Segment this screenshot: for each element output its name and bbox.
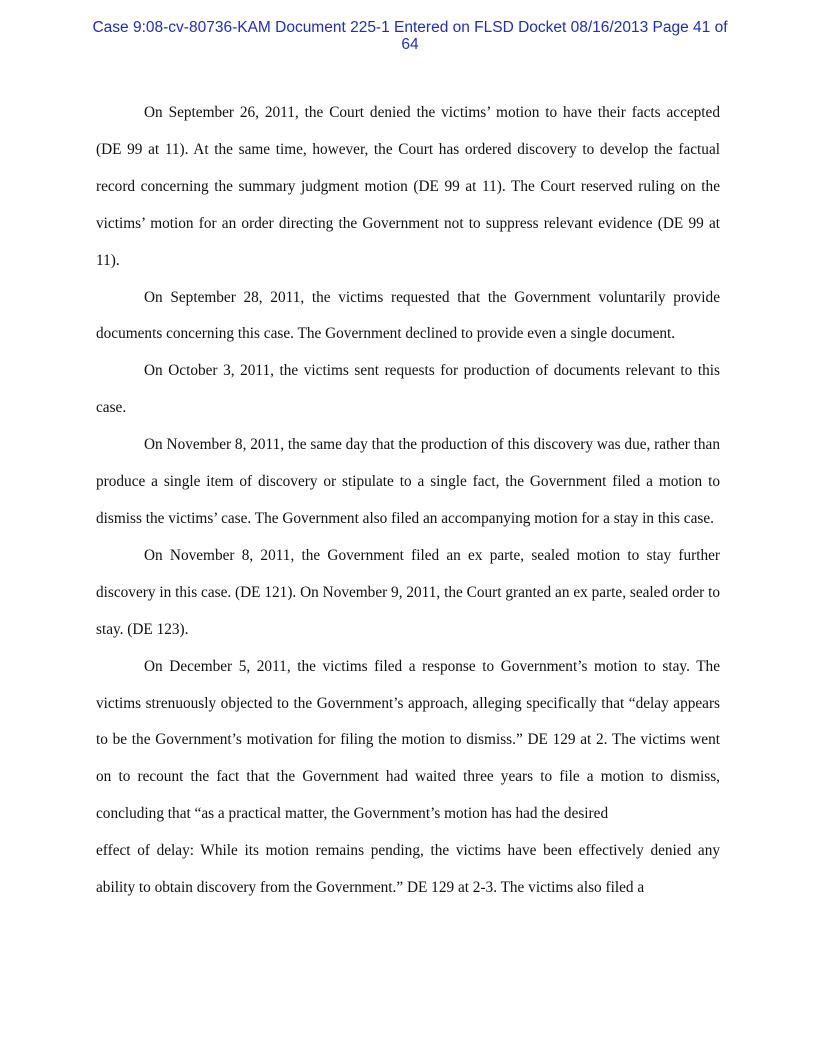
docket-header-line-2: 64 bbox=[401, 36, 419, 53]
paragraph: On September 28, 2011, the victims requested that the Government voluntarily provide documents concerning this case. The Government declined to provide even a single document. bbox=[96, 288, 720, 343]
paragraph: On December 5, 2011, the victims filed a response to Government’s motion to stay. The victims strenuously objected to the Government’s approach, alleging specifically that “delay appears to be the Government’s motivation for filing the motion to dismiss.” DE 129 at 2. The victims went on to recount the fact that the Government had waited three years to file a motion to dismiss, concluding that “as a practical matter, the Government’s motion has had the desired bbox=[96, 657, 720, 823]
docket-header bbox=[60, 19, 760, 53]
paragraph-continuation: effect of delay: While its motion remains pending, the victims have been effectively denied any ability to obtain discovery from the Government.” DE 129 at 2-3. The victims also filed a bbox=[96, 842, 720, 897]
docket-header-line-1: Case 9:08-cv-80736-KAM Document 225-1 Entered on FLSD Docket 08/16/2013 Page 41 of bbox=[92, 19, 728, 36]
paragraph: On November 8, 2011, the same day that the production of this discovery was due, rather than produce a single item of discovery or stipulate to a single fact, the Government filed a motion to dismiss the victims’ case. The Government also filed an accompanying motion for a stay in this case. bbox=[96, 436, 720, 527]
paragraph: On November 8, 2011, the Government filed an ex parte, sealed motion to stay further discovery in this case. (DE 121). On November 9, 2011, the Court granted an ex parte, sealed order to stay. (DE 123). bbox=[96, 546, 720, 638]
paragraph: On October 3, 2011, the victims sent requests for production of documents relevant to this case. bbox=[96, 362, 720, 417]
document-body bbox=[96, 95, 720, 907]
paragraph: On September 26, 2011, the Court denied the victims’ motion to have their facts accepted (DE 99 at 11). At the same time, however, the Court has ordered discovery to develop the factual record concerning the summary judgment motion (DE 99 at 11). The Court reserved ruling on the victims’ motion for an order directing the Government not to suppress relevant evidence (DE 99 at 11). bbox=[96, 104, 720, 269]
